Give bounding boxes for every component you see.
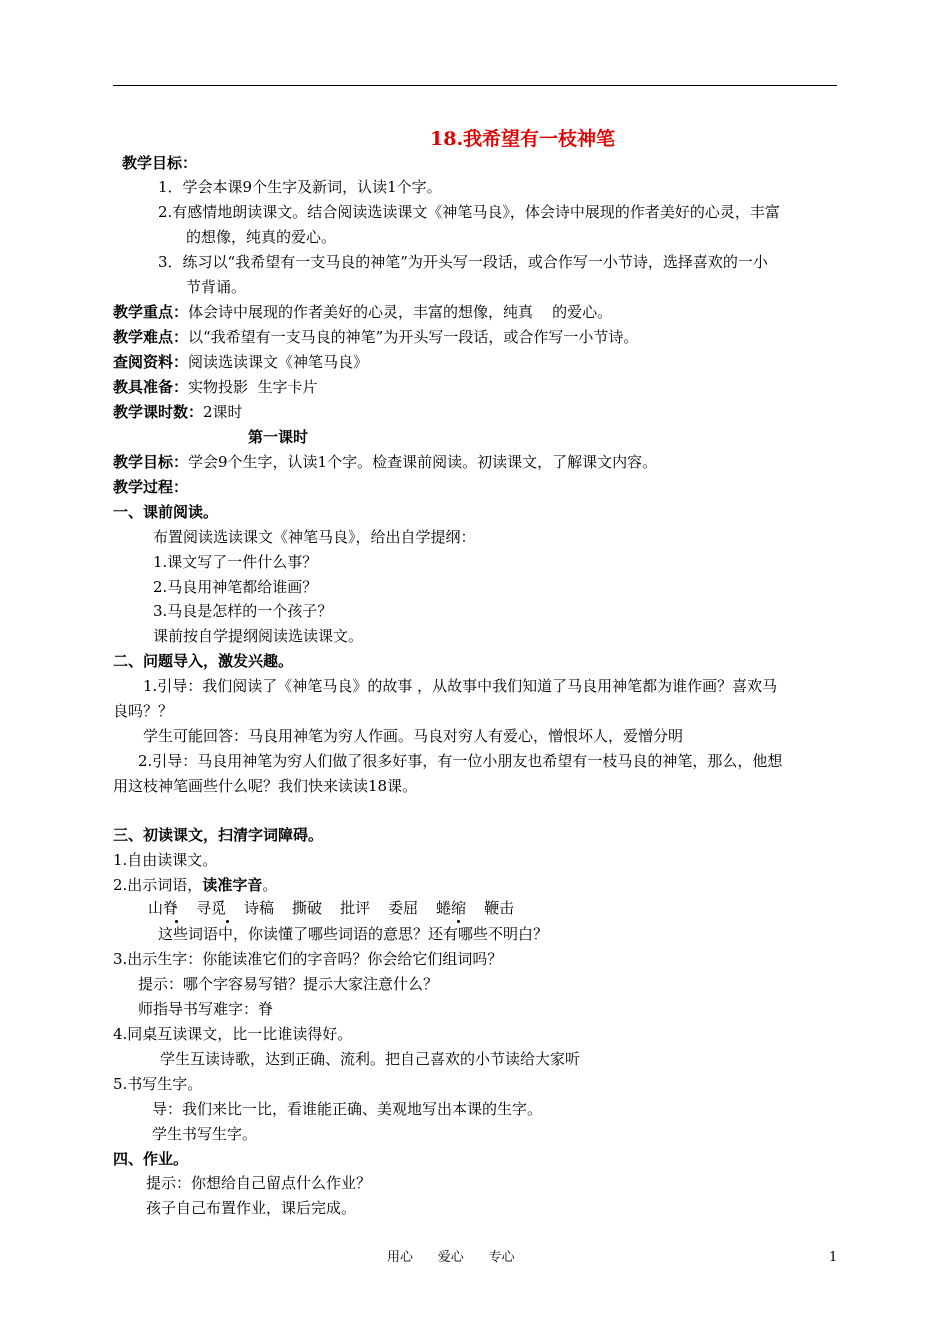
section-1-line: 1.课文写了一件什么事？ <box>153 553 318 571</box>
emphasis-dot <box>457 920 460 923</box>
section-2-line: 用这枝神笔画些什么呢？我们快来读读18课。 <box>113 777 418 795</box>
hours-label: 教学课时数： <box>113 403 204 421</box>
vocab-word: 委屈 <box>388 899 419 917</box>
goal-line: 2.有感情地朗读课文。结合阅读选读课文《神笔马良》，体会诗中展现的作者美好的心灵，丰富 <box>158 203 780 221</box>
tools-row <box>113 377 318 397</box>
process-heading: 教学过程： <box>113 478 189 496</box>
focus-row <box>113 302 612 322</box>
vocab-list <box>148 898 532 918</box>
section-2-line: 2.引导：马良用神笔为穷人们做了很多好事，有一位小朋友也希望有一枝马良的神笔，那么，他想 <box>138 752 783 770</box>
section-3-line <box>113 875 277 895</box>
section-3-line: 学生互读诗歌，达到正确、流利。把自己喜欢的小节读给大家听 <box>160 1050 581 1068</box>
goal-line: 节背诵。 <box>186 278 247 296</box>
difficulty-row <box>113 327 638 347</box>
section-3-line: 1.自由读课文。 <box>113 851 218 869</box>
vocab-word: 鞭击 <box>484 899 515 917</box>
lesson-goal-label: 教学目标： <box>113 453 189 471</box>
focus-text: 体会诗中展现的作者美好的心灵，丰富的想像，纯真 的爱心。 <box>188 303 613 321</box>
section-2-heading: 二、问题导入，激发兴趣。 <box>113 652 294 670</box>
lesson-goal-row <box>113 452 657 472</box>
section-2-line: 良吗？？ <box>113 702 174 720</box>
emphasis-dot <box>226 920 229 923</box>
section-3-line: 4.同桌互读课文，比一比谁读得好。 <box>113 1025 353 1043</box>
section-4-line: 孩子自己布置作业，课后完成。 <box>146 1199 357 1217</box>
section-1-heading: 一、课前阅读。 <box>113 503 219 521</box>
section-3-heading: 三、初读课文，扫清字词障碍。 <box>113 826 324 844</box>
vocab-word: 撕破 <box>292 899 323 917</box>
vocab-intro: 2.出示词语， <box>113 876 203 894</box>
materials-label: 查阅资料： <box>113 353 189 371</box>
section-2-line: 1.引导：我们阅读了《神笔马良》的故事 ，从故事中我们知道了马良用神笔都为谁作画？喜欢马 <box>143 677 778 695</box>
section-1-line: 布置阅读选读课文《神笔马良》，给出自学提纲： <box>153 528 476 546</box>
section-3-line: 导：我们来比一比，看谁能正确、美观地写出本课的生字。 <box>152 1100 543 1118</box>
goal-line: 的想像，纯真的爱心。 <box>186 228 337 246</box>
vocab-word: 山脊 <box>148 899 179 917</box>
header-rule <box>113 85 837 86</box>
section-3-line: 5.书写生字。 <box>113 1075 203 1093</box>
materials-text: 阅读选读课文《神笔马良》 <box>188 353 369 371</box>
hours-row <box>113 402 243 422</box>
vocab-word: 批评 <box>340 899 371 917</box>
section-4-line: 提示：你想给自己留点什么作业？ <box>146 1174 372 1192</box>
difficulty-text: 以“我希望有一支马良的神笔”为开头写一段话，或合作写一小节诗。 <box>188 328 639 346</box>
page-title: 18.我希望有一枝神笔 <box>430 128 616 150</box>
materials-row <box>113 352 368 372</box>
page-number: 1 <box>829 1250 838 1265</box>
difficulty-label: 教学难点： <box>113 328 189 346</box>
vocab-word: 蜷缩 <box>436 899 467 917</box>
section-4-heading: 四、作业。 <box>113 1150 189 1168</box>
section-3-line: 提示：哪个字容易写错？提示大家注意什么？ <box>138 975 439 993</box>
vocab-intro-end: 。 <box>262 876 278 894</box>
goal-line: 1．学会本课9个生字及新词，认读1个字。 <box>158 178 442 196</box>
goals-heading: 教学目标： <box>122 154 198 172</box>
section-1-line: 2.马良用神笔都给谁画？ <box>153 578 318 596</box>
emphasis-dot <box>175 920 178 923</box>
hours-text: 2课时 <box>203 403 243 421</box>
section-2-line: 学生可能回答：马良用神笔为穷人作画。马良对穷人有爱心，憎恨坏人，爱憎分明 <box>143 727 684 745</box>
section-3-line: 师指导书写难字：脊 <box>138 1000 274 1018</box>
lesson-heading: 第一课时 <box>248 428 309 446</box>
footer-motto: 用心 爱心 专心 <box>387 1250 515 1265</box>
vocab-word: 诗稿 <box>244 899 275 917</box>
tools-label: 教具准备： <box>113 378 189 396</box>
section-3-line: 学生书写生字。 <box>152 1125 258 1143</box>
tools-text: 实物投影 生字卡片 <box>188 378 318 396</box>
section-3-line: 3.出示生字：你能读准它们的字音吗？你会给它们组词吗？ <box>113 950 503 968</box>
vocab-emphasis: 读准字音 <box>202 876 263 894</box>
goal-line: 3．练习以“我希望有一支马良的神笔”为开头写一段话，或合作写一小节诗，选择喜欢的一小 <box>158 253 768 271</box>
vocab-word: 寻觅 <box>196 899 227 917</box>
lesson-goal-text: 学会9个生字，认读1个字。检查课前阅读。初读课文，了解课文内容。 <box>188 453 658 471</box>
section-1-line: 课前按自学提纲阅读选读课文。 <box>153 627 364 645</box>
section-3-line: 这些词语中，你读懂了哪些词语的意思？还有哪些不明白？ <box>158 925 549 943</box>
focus-label: 教学重点： <box>113 303 189 321</box>
section-1-line: 3.马良是怎样的一个孩子？ <box>153 602 333 620</box>
